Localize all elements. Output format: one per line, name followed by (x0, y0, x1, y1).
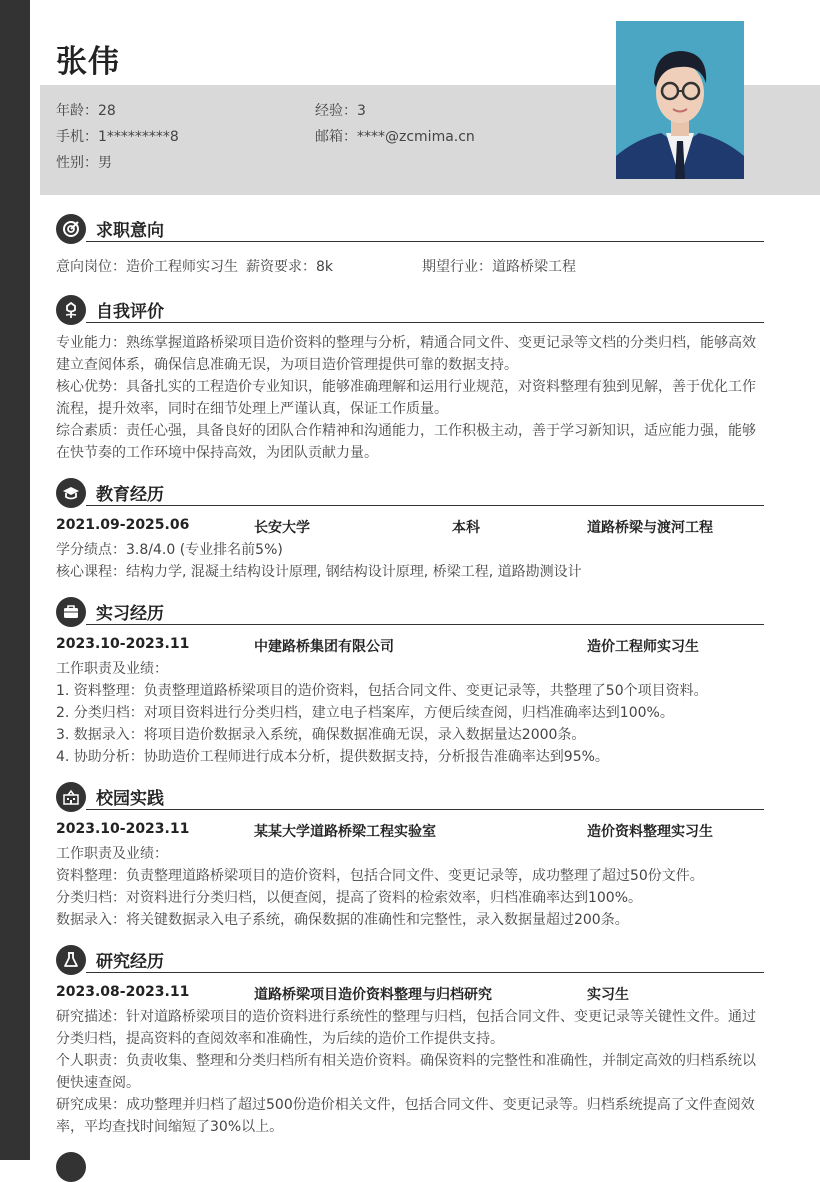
profile-photo (616, 21, 744, 179)
education-major: 道路桥梁与渡河工程 (587, 520, 713, 536)
self-eval-paragraph: 专业能力：熟练掌握道路桥梁项目造价资料的整理与分析，精通合同文件、变更记录等文档的分类归档，能够高效建立查阅体系，确保信息准确无误，为项目造价管理提供可靠的数据支持。 (56, 335, 756, 373)
internship-line: 1. 资料整理：负责整理道路桥梁项目的造价资料，包括合同文件、变更记录等，共整理了50个项目资料。 (56, 683, 708, 699)
campus-line: 工作职责及业绩： (56, 846, 168, 862)
education-line: 核心课程：结构力学, 混凝土结构设计原理, 钢结构设计原理, 桥梁工程, 道路勘测设计 (56, 564, 582, 580)
intent-industry: 期望行业：道路桥梁工程 (422, 259, 576, 275)
intent-position: 意向岗位：造价工程师实习生 (56, 259, 238, 275)
graduation-cap-icon (56, 478, 86, 508)
research-role: 实习生 (587, 987, 629, 1003)
section-divider (86, 624, 764, 625)
section-research (56, 945, 764, 1138)
research-date: 2023.08-2023.11 (56, 984, 190, 1000)
internship-date: 2023.10-2023.11 (56, 636, 190, 652)
flower-icon (56, 295, 86, 325)
section-education (56, 478, 764, 583)
internship-line: 2. 分类归档：对项目资料进行分类归档，建立电子档案库，方便后续查阅，归档准确率达到100%。 (56, 705, 674, 721)
target-icon (56, 214, 86, 244)
internship-company: 中建路桥集团有限公司 (254, 639, 394, 655)
self-eval-paragraph: 综合素质：责任心强，具备良好的团队合作精神和沟通能力，工作积极主动，善于学习新知识，适应能力强，能够在快节奏的工作环境中保持高效，为团队贡献力量。 (56, 423, 756, 461)
building-icon (56, 782, 86, 812)
section-divider (86, 241, 764, 242)
section-title: 校园实践 (96, 789, 164, 809)
section-title: 教育经历 (96, 485, 164, 505)
flask-icon (56, 945, 86, 975)
campus-org: 某某大学道路桥梁工程实验室 (254, 824, 436, 840)
research-paragraph: 研究成果：成功整理并归档了超过500份造价相关文件，包括合同文件、变更记录等。归档系统提高了文件查阅效率，平均查找时间缩短了30%以上。 (56, 1097, 755, 1135)
left-sidebar-bar (0, 0, 30, 1160)
internship-line: 3. 数据录入：将项目造价数据录入系统，确保数据准确无误，录入数据量达2000条。 (56, 727, 586, 743)
briefcase-icon (56, 597, 86, 627)
email: 邮箱：****@zcmima.cn (315, 129, 475, 145)
experience: 经验：3 (315, 103, 366, 119)
campus-line: 资料整理：负责整理道路桥梁项目的造价资料，包括合同文件、变更记录等，成功整理了超过50份文件。 (56, 868, 704, 884)
campus-role: 造价资料整理实习生 (587, 824, 713, 840)
section-divider (86, 809, 764, 810)
section-job-intent (56, 214, 764, 278)
education-line: 学分绩点：3.8/4.0 (专业排名前5%) (56, 542, 283, 558)
gender: 性别：男 (56, 155, 112, 171)
education-degree: 本科 (452, 520, 480, 536)
phone: 手机：1*********8 (56, 129, 179, 145)
section-self-evaluation (56, 295, 764, 464)
intent-salary: 薪资要求：8k (246, 259, 334, 275)
section-title: 实习经历 (96, 604, 164, 624)
section-title: 自我评价 (96, 302, 164, 322)
section-campus-practice (56, 782, 764, 931)
internship-line: 4. 协助分析：协助造价工程师进行成本分析，提供数据支持，分析报告准确率达到95%。 (56, 749, 609, 765)
research-project: 道路桥梁项目造价资料整理与归档研究 (254, 987, 492, 1003)
section-divider (86, 322, 764, 323)
section-divider (86, 505, 764, 506)
internship-role: 造价工程师实习生 (587, 639, 699, 655)
section-title: 研究经历 (96, 952, 164, 972)
campus-date: 2023.10-2023.11 (56, 821, 190, 837)
self-eval-paragraph: 核心优势：具备扎实的工程造价专业知识，能够准确理解和运用行业规范，对资料整理有独到见解，善于优化工作流程，提升效率，同时在细节处理上严谨认真，保证工作质量。 (56, 379, 756, 417)
section-title: 求职意向 (96, 221, 164, 241)
candidate-name: 张伟 (56, 44, 120, 80)
section-divider (86, 972, 764, 973)
age: 年龄：28 (56, 103, 116, 119)
section-internship (56, 597, 764, 768)
education-date: 2021.09-2025.06 (56, 517, 190, 533)
internship-line: 工作职责及业绩： (56, 661, 168, 677)
next-section-icon (56, 1152, 86, 1182)
research-paragraph: 研究描述：针对道路桥梁项目的造价资料进行系统性的整理与归档，包括合同文件、变更记录等关键性文件。通过分类归档，提高资料的查阅效率和准确性，为后续的造价工作提供支持。 (56, 1009, 756, 1047)
research-paragraph: 个人职责：负责收集、整理和分类归档所有相关造价资料。确保资料的完整性和准确性，并制定高效的归档系统以便快速查阅。 (56, 1053, 756, 1091)
campus-line: 分类归档：对资料进行分类归档，以便查阅，提高了资料的检索效率，归档准确率达到100%。 (56, 890, 643, 906)
campus-line: 数据录入：将关键数据录入电子系统，确保数据的准确性和完整性，录入数据量超过200条。 (56, 912, 629, 928)
education-school: 长安大学 (254, 520, 310, 536)
